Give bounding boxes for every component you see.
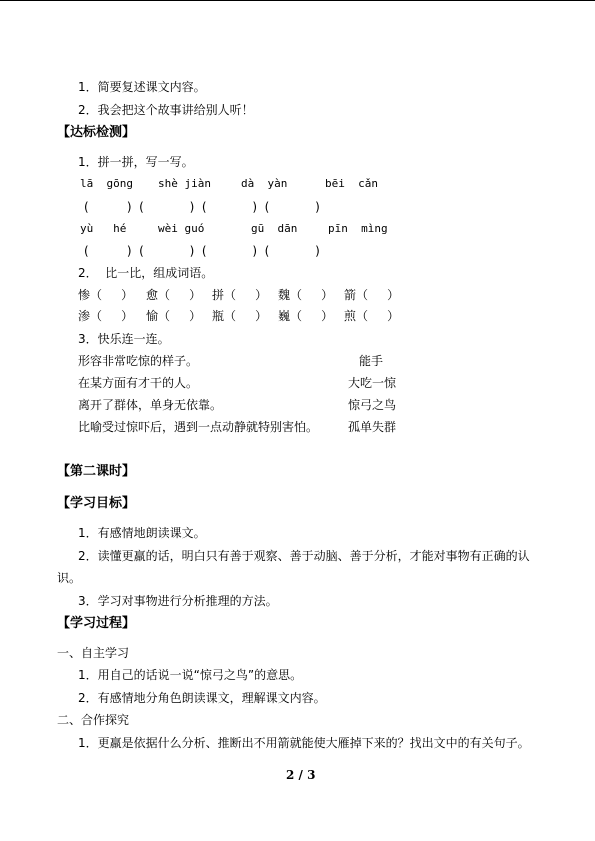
pinyin-item: dà yàn [241, 177, 288, 190]
process-item: 1．更羸是依据什么分析、推断出不用箭就能使大雁掉下来的？找出文中的有关句子。 [78, 736, 530, 750]
question-1: 1．拼一拼，写一写。 [78, 155, 194, 169]
section-heading-dabiao: 【达标检测】 [57, 125, 136, 140]
section-heading-goals: 【学习目标】 [57, 496, 136, 511]
match-right-item: 能手 [359, 354, 384, 368]
match-left-item: 在某方面有才干的人。 [78, 376, 199, 390]
compare-item: 愈（ ） [146, 288, 202, 302]
pinyin-item: yù hé [80, 222, 127, 235]
header-rule [0, 0, 595, 1]
goal-item: 2．读懂更羸的话，明白只有善于观察、善于动脑、善于分析，才能对事物有正确的认 [78, 549, 530, 563]
match-left-item: 形容非常吃惊的样子。 [78, 354, 199, 368]
answer-brackets: ( ) ( ) ( ) ( ) [84, 200, 320, 214]
section-heading-process: 【学习过程】 [57, 616, 136, 631]
section-heading-lesson2: 【第二课时】 [57, 464, 136, 479]
pinyin-item: wèi guó [158, 222, 205, 235]
match-left-item: 离开了群体，单身无依靠。 [78, 398, 223, 412]
question-3: 3．快乐连一连。 [78, 332, 170, 346]
compare-item: 瓶（ ） [212, 309, 268, 323]
compare-item: 箭（ ） [344, 288, 400, 302]
pinyin-item: gū dān [251, 222, 298, 235]
compare-item: 愉（ ） [146, 309, 202, 323]
part-title: 一、自主学习 [57, 646, 130, 660]
pinyin-item: lā gōng [80, 177, 133, 190]
match-right-item: 孤单失群 [348, 420, 397, 434]
compare-item: 巍（ ） [278, 309, 334, 323]
question-2: 2． 比一比，组成词语。 [78, 266, 214, 280]
tell-story-item: 2．我会把这个故事讲给别人听！ [78, 103, 254, 117]
compare-item: 煎（ ） [344, 309, 400, 323]
goal-item: 1．有感情地朗读课文。 [78, 526, 206, 540]
match-left-item: 比喻受过惊吓后，遇到一点动静就特别害怕。 [78, 420, 319, 434]
part-title: 二、合作探究 [57, 713, 130, 727]
compare-item: 惨（ ） [78, 288, 134, 302]
compare-item: 魏（ ） [278, 288, 334, 302]
pinyin-item: pīn mìng [328, 222, 388, 235]
goal-item-continuation: 识。 [57, 571, 82, 585]
compare-item: 拼（ ） [212, 288, 268, 302]
pinyin-item: shè jiàn [158, 177, 211, 190]
answer-brackets: ( ) ( ) ( ) ( ) [84, 244, 320, 258]
goal-item: 3．学习对事物进行分析推理的方法。 [78, 594, 278, 608]
process-item: 2．有感情地分角色朗读课文，理解课文内容。 [78, 691, 326, 705]
match-right-item: 惊弓之鸟 [348, 398, 397, 412]
pinyin-item: bēi cǎn [325, 177, 378, 190]
page-number: 2 / 3 [286, 768, 316, 782]
match-right-item: 大吃一惊 [348, 376, 397, 390]
compare-item: 渗（ ） [78, 309, 134, 323]
process-item: 1．用自己的话说一说“惊弓之鸟”的意思。 [78, 668, 303, 682]
retell-item: 1．简要复述课文内容。 [78, 80, 206, 94]
